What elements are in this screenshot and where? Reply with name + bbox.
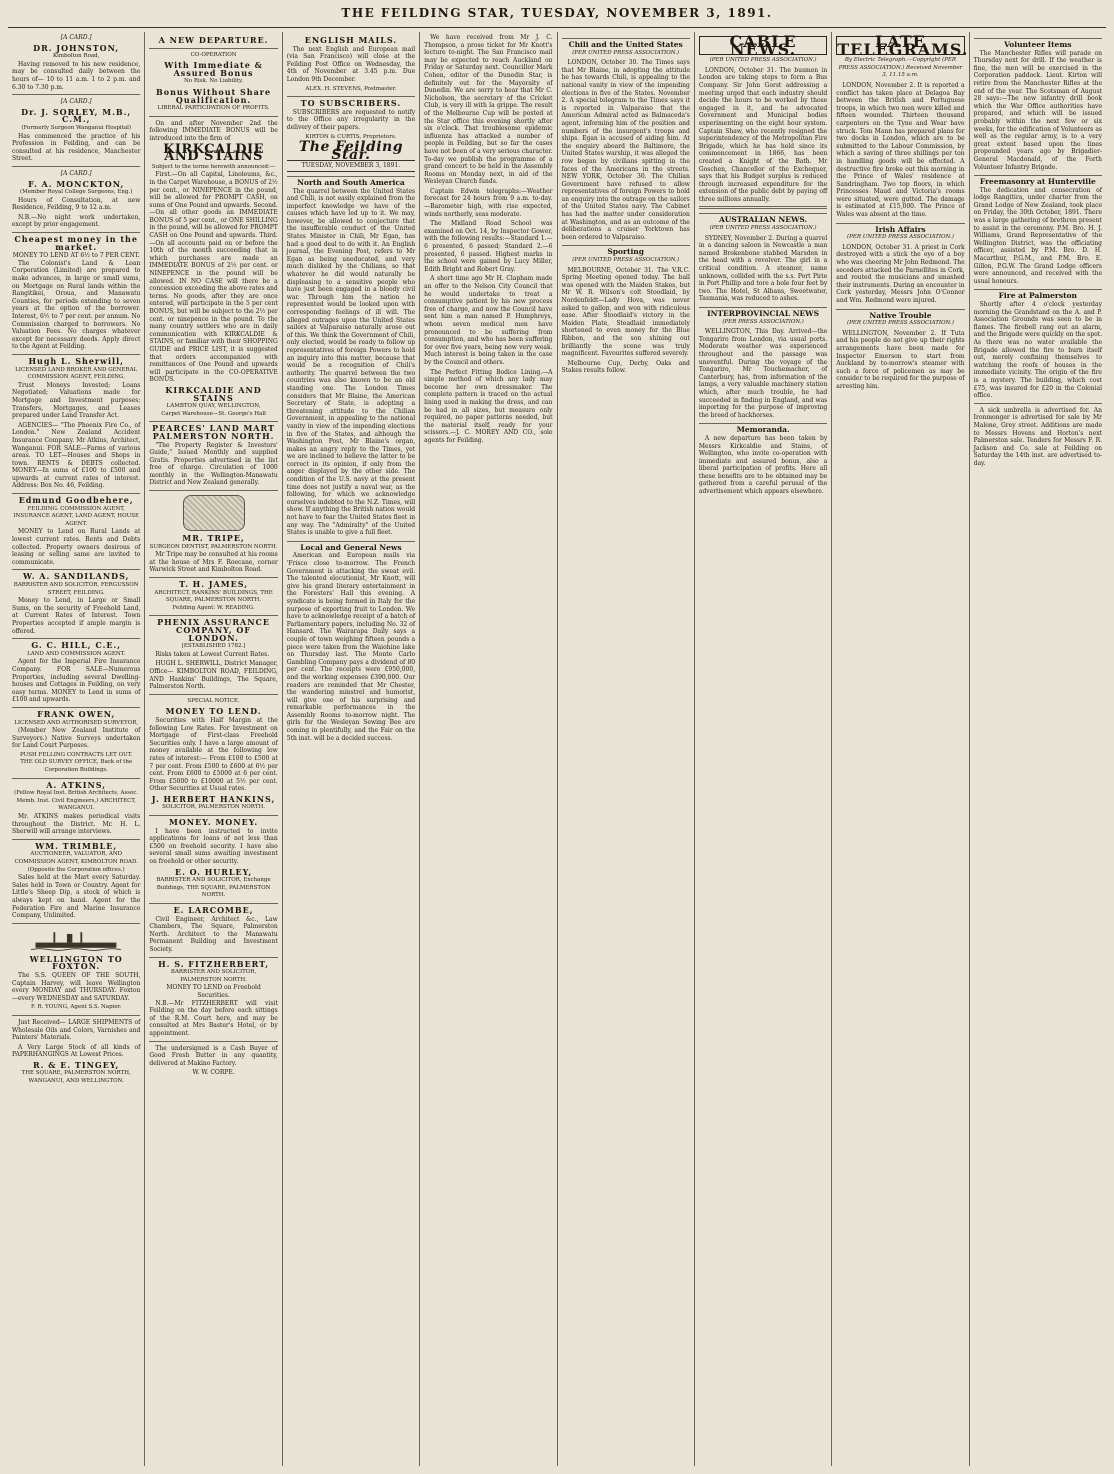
section-heading: Volunteer Items (974, 38, 1102, 49)
article-text: WELLINGTON, November 2. If Tuta and his people do not give up their rights arrangements have been made for Inspector Emerson to start from Auckland by to-morrow's steamer with such a force of policemen as may be consider to be required for the purpose of arresting him. (836, 329, 965, 390)
paper-date: TUESDAY, NOVEMBER 3, 1891. (287, 160, 415, 172)
ad-heading: Dr. J. SORLEY, M.B., C.M., (21, 106, 132, 125)
divider (287, 96, 415, 97)
ad-heading: Cheapest money in the market. (14, 234, 138, 252)
article-text: LONDON, October 31. A priest in Cork destroyed with a stick the eye of a boy who was cheering Mr John Redmond. The seceders attacked the Parnellites in Cork, and routed the musicians and smashed their instruments. During an encounter in Cork yesterday, Messrs John O'Connor and Wm. Redmond were injured. (836, 243, 965, 304)
ad-subheading: BARRISTER AND SOLICITOR, FERGUSSON STREET, FEILDING. (13, 582, 139, 596)
ad-subheading: LAMBTON QUAY, WELLINGTON, (166, 403, 261, 410)
ad-note: No Risk. (183, 78, 208, 85)
ad-subheading: SURGEON DENTIST, PALMERSTON NORTH. (149, 543, 278, 550)
ad-heading: MONEY TO LEND. (165, 706, 262, 717)
ad-subheading: LIBERAL PARTICIPATION OF PROFITS. (157, 105, 270, 112)
ad-text: HUGH L. SHERWILL, District Manager, Office— KIMBOLTON ROAD, FEILDING, AND Hankins' Buildings, The Square, Palmerston North. (149, 660, 278, 691)
masthead (0, 0, 1114, 30)
card-tag: [A CARD.] (60, 98, 92, 106)
section-subheading: (PER PRESS ASSOCIATION.) (722, 318, 804, 325)
article-text: MELBOURNE, October 31. The V.R.C. Spring Meeting opened today. The ball was opened with the Maiden Stakes, but Mr W. R. Wilson's colt Stoodlaid, by Nordenfeldt—Lady Hova, was never asked to gallop, and won with ridiculous ease. After Stoodlaid's victory in the Maiden Plate, Steadlaid immediately shortened to even money for the Blue Ribbon, and the son shining out brilliantly the scene was truly magnificent. Favourites suffered severely. (561, 266, 690, 358)
section-heading: Freemasonry at Hunterville (974, 175, 1102, 186)
ad-text: Trust Moneys Invested; Loans Negotiated; Valuations made for Mortgage and Investment purposes; Transfers, Mortgages, and Leases prepared under Land Transfer Act. (12, 381, 141, 420)
divider (149, 694, 277, 695)
section-subheading: (PER UNITED PRESS ASSOCIATION.) (572, 257, 680, 264)
section-heading: Sporting (562, 245, 690, 256)
ad-subheading: Feilding Agent: W. READING. (172, 604, 255, 611)
divider (974, 403, 1102, 404)
ad-text: Just Received— LARGE SHIPMENTS of Wholesale Oils and Colors, Varnishes and Painters' Materials. (12, 1018, 141, 1042)
ad-subheading: SOLICITOR, PALMERSTON NORTH. (162, 804, 266, 811)
article-text: The quarrel between the United States and Chili, is not easily explained from the imperfect knowledge we have of the causes which have led up to it. We may, however, be allowed to conjecture that the insufferable conduct of the United States Minister in Chili, Mr Egan, has had a good deal to do with it. An English journal, the Evening Post, refers to Mr Egan as being uneducated, and very much disliked by the Chilians, so that whatever he did would naturally be displeasing to a sensitive people who have just been engaged in a bloody civil war. Through him the nation he represented would be looked upon with corresponding feelings of ill will. The alleged outrages upon the United States sailors at Valparaiso naturally arose out of this. We think the Government of Chili, only elected, would be ready to follow up representatives of foreign Powers to hold an inquiry into this matter, because that would be a recognition of Chili's authority. The quarrel between the two countries was also known to be an old standing one. The London Times considers that Mr Blaine, the American Secretary of State, is adopting a threatening attitude to the Chilian Government, in appealing to the national vanity in view of the impending elections in five of the States, and although the Washington Post, Mr Blaine's organ, makes an angry reply to the Times, yet we are inclined to believe the latter to be correct in its opinion, if only from the anger displayed by the other side. The condition of the U.S. navy at the present time does not justify a naval war, as the following, for which we acknowledge ourselves indebted to the N.Z. Times, will show. If anything the British nation would not have to fear the United States fleet in any way. The "Admiralty" of the United States is unable to give a full fleet. (286, 187, 416, 537)
section-subheading: (PER UNITED PRESS ASSOCIATION.) (709, 57, 817, 64)
section-heading: INTERPROVINCIAL NEWS (699, 307, 827, 318)
ad-heading: TO SUBSCRIBERS. (300, 98, 402, 109)
article-text: Melbourne Cup, Derby, Oaks and Stakes results follow. (561, 359, 690, 375)
ad-text: Has commenced the practice of his Profession in Feilding, and can be consulted at his residence, Manchester Street. (12, 132, 141, 163)
ad-heading: A NEW DEPARTURE. (158, 35, 269, 45)
ad-text: Risks taken at Lowest Current Rates. (155, 650, 270, 658)
ad-text: Money to Lend, in Large or Small Sums, on the security of Freehold Land, at Current Rates of Interest. Town Properties accepted if ample margin is offered. (12, 597, 141, 635)
section-heading: Native Trouble (836, 309, 964, 320)
ad-note: No Liability. (209, 78, 244, 85)
dental-emblem-illustration (183, 495, 245, 531)
article-text: LONDON, November 2. It is reported a conflict has taken place at Delagoa Bay between the British and Portuguese troops, in which two men were killed and fifteen wounded. Thirteen thousand carpenters on the Tyne and Wear have struck. Tom Mann has prepared plans for two docks in London, which are to be submitted to the Labour Commission, by which a saving of three shillings per ton in handling goods will be effected. A destructive fire broke out this morning in the Prince of Wales' residence at Sandringham. Two top floors, in which Princesses Maud and Victoria's rooms were situated, were gutted. The damage is estimated at £15,000. The Prince of Wales was absent at the time. (836, 81, 965, 219)
divider (149, 903, 277, 904)
ad-subheading: [ESTABLISHED 1782.] (181, 643, 246, 650)
late-telegrams-heading: LATE TELEGRAMS. (837, 32, 969, 59)
article-text: The Perfect Fitting Bodice Lining.—A simple method of which any lady may become her own dressmaker. The complete pattern is traced on the actual lining used in making the dress, and can be had in all sizes, but measure only required, no paper patterns needed, but the material itself, ready for your scissors.—J. C. MOREY AND CO., sole agents for Feilding. (424, 368, 553, 444)
section-heading: Local and General News (287, 541, 415, 552)
divider (149, 957, 277, 958)
divider (12, 569, 140, 570)
notice-text: The next English and European mail (via San Francisco) will close at the Feilding Post Office on Wednesday, the 4th of November at 3.45 p.m. Due London 9th December. (286, 45, 416, 83)
header-rule (8, 27, 1106, 28)
ad-text: Having removed to his new residence, may be consulted daily between the hours of— 10 to 11 a.m. 1 to 2 p.m. and 6.30 to 7.30 p.m. (12, 60, 141, 91)
ad-text: "The Property Register & Investors' Guide," Issued Monthly and supplied Gratis. Properties advertised in the list free of charge. Circulation of 1000 monthly in the Wellington-Manawatu District and New Zealand generally. (149, 441, 278, 487)
ad-heading: MR. TRIPE, (182, 533, 245, 544)
ad-text: Sales held at the Mart every Saturday. Sales held in Town or Country. Agent for Little's Sheep Dip, a stock of which is always kept on hand. Agent for the Federation Fire and Marine Insurance Company, Unlimited. (12, 874, 141, 920)
article-text: SYDNEY, November 2. During a quarrel in a dancing saloon in Newcastle a man named Brokenbone stabbed Marsden in the head with a revolver. The girl in a critical condition. A steamer, name unknown, collided with the s.s. Port Pirie in Port Phillip and tore a hole four feet by two. The Hotel, St Albans, Sweetwater, Tasmania, was reduced to ashes. (698, 234, 828, 303)
ad-heading: E. O. HURLEY, (175, 866, 253, 877)
section-heading: North and South America (287, 176, 415, 187)
divider (149, 577, 277, 578)
ad-heading: ENGLISH MAILS. (304, 35, 398, 45)
section-heading: Memoranda. (699, 423, 827, 434)
steamship-illustration (31, 927, 121, 953)
ad-subheading: SPECIAL NOTICE. (187, 697, 240, 704)
ad-subheading: BARRISTER AND SOLICITOR, Exchange Buildings, THE SQUARE, PALMERSTON NORTH. (156, 877, 271, 899)
card-tag: [A CARD.] (60, 169, 92, 177)
ad-subheading: PUSH FELLING CONTRACTS LET OUT. (20, 751, 133, 758)
running-header: THE FEILDING STAR, TUESDAY, NOVEMBER 3, 1891. (341, 6, 773, 20)
notice-text: SUBSCRIBERS are requested to notify to the Office any irregularity in the delivery of their papers. (286, 108, 416, 131)
ad-subheading (149, 78, 277, 86)
ad-text: N.B.—No night work undertaken, except by prior engagement. (12, 213, 141, 229)
ad-subheading: LICENSED AND AUTHORISED SURVEYOR, (14, 719, 139, 726)
ad-text: A Very Large Stock of all kinds of PAPERHANGINGS At Lowest Prices. (12, 1043, 141, 1059)
article-text: The Midland Road School was examined on Oct. 14, by Inspector Gower, with the following results:—Standard 1.—6 presented, 6 passed; Standard 2.—6 presented, 6 passed. Highest marks in the school were gained by Lucy Miller, Edith Bright and Robert Gray. (424, 220, 553, 273)
ad-subheading: (Member Royal College Surgeons, Eng.) (19, 189, 133, 196)
divider (12, 354, 140, 355)
divider (12, 707, 140, 708)
section-subheading: (PER UNITED PRESS ASSOCIATION.) (572, 49, 680, 56)
ad-heading: Edmund Goodbehere, (18, 495, 134, 506)
ad-heading: With Immediate & Assured Bonus (164, 60, 263, 78)
divider (699, 206, 827, 209)
notice-sign: ALEX. H. STEVENS, Postmaster. (305, 85, 397, 92)
ad-heading: DR. JOHNSTON, (33, 42, 120, 53)
ad-heading: R. & E. TINGEY, (33, 1059, 120, 1070)
divider (149, 421, 277, 422)
ad-heading: A. ATKINS, (46, 779, 107, 790)
article-text: The Manchester Rifles will parade on Thursday next for drill. If the weather is fine, the men will be exercised in the Corporation paddock. Lieut. Kirton will retire from the Manchester Rifles at the end of the year. The Scotsman of August 28 says:—The new infantry drill book which the War Office authorities have prepared, and which will be issued probably within the next few or six weeks, for the edification of Volunteers as well as the regular army, is to a very great extent based upon the lines propounded years ago by Brigadier-General Macdonald, of the Forth Volunteer Infantry Brigade. (973, 49, 1102, 171)
ad-subheading: THE OLD SURVEY OFFICE, Back of the Corporation Buildings. (20, 759, 133, 774)
section-heading: Irish Affairs (836, 223, 964, 234)
article-text: WELLINGTON, This Day. Arrived—the Tongariro from London, via usual ports. Moderate weather was experienced throughout and the passage was uneventful. During the voyage of the Tongariro, Mr Touchemacher, of Canterbury, has, from information of the lamps, a very valuable machinery station which, after much trouble, he had succeeded in finding in England, and was importing for the purpose of improving the breed of hackhorses. (698, 328, 828, 419)
ad-heading: WM. TRIMBLE, (35, 840, 118, 851)
column-2 (145, 32, 282, 1466)
ad-heading: H. S. FITZHERBERT, (158, 958, 270, 969)
ad-subheading: (Fellow Royal Inst. British Architects, Assoc. Memb. Inst. Civil Engineers,) ARCHITECT, WANGANUI. (14, 790, 139, 812)
section-heading: Fire at Palmerston (974, 289, 1102, 300)
ad-subheading: LAND AND COMMISSION AGENT. (27, 650, 126, 657)
ad-text: Agent for the Imperial Fire Insurance Company. FOR SALE—Numerous Properties, including several Dwelling-houses and Cottages in Feilding, on very easy terms. MONEY to Lend in sums of £100 and upwards. (12, 658, 141, 704)
article-text: The dedication and consecration of lodge Rangitira, under charter from the Grand Lodge of New Zealand, took place on Friday, the 30th October, 1891. There was a large gathering of brethren present to assist in the ceremony. P.M. Bro. H. J. Williams, Grand Representative of the Wellington District, was the officiating officer, assisted by P.M. Bro. D. H. Macarthur, P.G.M., and P.M. Bro. E. Gillon, P.G.W. The Grand Lodge officers were announced, and received with the usual honours. (973, 186, 1102, 285)
notice-sign: KIRTON & CURTIS, Proprietors. (305, 133, 397, 140)
ad-heading: Hugh L. Sherwill, (28, 355, 124, 366)
ad-text: (Member New Zealand Institute of Surveyors.) Native Surveys undertaken for Land Court Purposes. (12, 727, 141, 750)
section-heading: AUSTRALIAN NEWS. (699, 213, 827, 224)
section-subheading: By Electric Telegraph.—Copyright (PER PRESS ASSOCIATION.) Received November 3, 11.15 a.m. (838, 57, 963, 79)
article-text: A new departure has been taken by Messrs Kirkcaldie and Stains, of Wellington, who invite co-operation with immediate and assured bonus, also a liberal participation of profits. Here all these benefits are to be obtained may be gathered from a careful perusal of the advertisement which appears elsewhere. (698, 434, 828, 496)
column-6 (695, 32, 832, 1466)
ad-text: On and after November 2nd the following IMMEDIATE BONUS will be introduced into the firm of (149, 119, 278, 142)
divider (12, 1015, 140, 1016)
ad-heading: E. LARCOMBE, (173, 905, 254, 915)
ad-heading: W. A. SANDILANDS, (22, 571, 130, 582)
ad-heading: PHENIX ASSURANCE COMPANY, OF LONDON. (157, 617, 271, 643)
article-text: American and European mails via 'Frisco close to-morrow. The French Government is attacking the sweat evil. The talented elocutionist, Mr Knott, will give his grand literary entertainment in the Foresters' Hall this evening. A syndicate is being formed in Italy for the purpose of exporting fruit to London. We have to acknowledge receipt of a batch of Parliamentary papers, including No. 32 of Hansard. The Wairarapa Daily says a couple of town weighing fifteen pounds a piece were taken from the Waiohine lake on Thursday last. The Monte Carlo Gambling Company pays a dividend of 80 per cent. The receipts were £950,000, and the working expenses £390,000. Our readers are reminded that Mr Chester, the wandering minstrel and humorist, will give one of his surprising and remarkable performances in the Assembly Rooms to-morrow night. The girls for the Wesleyan Sewing Bee are coming in plentifully, and the Fair on the 5th inst. will be a decided success. (286, 552, 416, 742)
divider (12, 493, 140, 494)
ad-text: The S.S. QUEEN OF THE SOUTH, Captain Harvey, will leave Wellington every MONDAY and THURSDAY. Foxton—every WEDNESDAY and SATURDAY. (12, 971, 141, 1002)
ad-text: AGENCIES— "The Phoenix Fire Co., of London." New Zealand Accident Insurance Company. Mr Atkins, Architect, Wanganui. FOR SALE—Farms of various areas. TO LET—Houses and Shops in town. RENTS & DEBTS collected. MONEY—In sums of £100 to £500 and upwards at current rates of interest. Address: Box No. 46, Feilding. (12, 421, 141, 490)
divider (149, 48, 277, 49)
ad-text: The undersigned is a Cash Buyer of Good Fresh Butter in any quantity, delivered at Makino Factory. (149, 1044, 278, 1067)
column-3 (283, 32, 420, 1466)
ad-heading: MONEY. MONEY. (168, 817, 259, 828)
section-subheading: (PER UNITED PRESS ASSOCIATION.) (709, 225, 817, 232)
article-text: Captain Edwin telegraphs:—Weather forecast for 24 hours from 9 a.m. to-day.—Barometer high, with rise expected, winds northerly, seas moderate. (424, 187, 553, 218)
ad-subheading: W. W. CORPE. (192, 1069, 235, 1077)
ad-text: I have been instructed to invite applications for loans of not less than £500 on freehold security. I have also several small sums awaiting investment on freehold or other security. (149, 827, 278, 866)
ad-heading: T. H. JAMES, (179, 579, 248, 590)
divider (12, 232, 140, 233)
ad-subheading: Kimbolton Road, (52, 53, 100, 60)
divider (12, 778, 140, 779)
divider (149, 116, 277, 117)
divider (149, 815, 277, 816)
columns (8, 32, 1106, 1466)
column-1 (8, 32, 145, 1466)
ad-subheading: Carpet Warehouse—St. George's Hall (161, 410, 266, 417)
ad-subheading: THE SQUARE, PALMERSTON NORTH, WANGANUI, AND WELLINGTON. (21, 1070, 131, 1085)
section-heading: Chili and the United States (562, 38, 690, 49)
paper-title: The Feilding Star. (298, 139, 404, 163)
ad-heading: J. HERBERT HANKINS, (151, 793, 276, 804)
firm-name: KIRKCALDIE AND STAINS (163, 141, 265, 165)
ad-heading: G. C. HILL, C.E., (31, 640, 122, 651)
divider (149, 1041, 277, 1042)
divider (12, 839, 140, 840)
divider (12, 638, 140, 639)
ad-subheading: AUCTIONEER, VALUATOR, AND COMMISSION AGENT, KIMBOLTON ROAD. (Opposite the Corporation offices.) (14, 851, 138, 873)
ad-text: N.B.—Mr FITZHERBERT will visit Feilding on the day before each sittings of the R.M. Court here, and may be consulted at Mrs Baster's Hotel, or by appointment. (149, 999, 278, 1037)
card-tag: [A CARD.] (60, 34, 92, 41)
article-text: LONDON, October 30. The Times says that Mr Blaine, in adopting the attitude he has towards Chili, is appealing to the national vanity in view of the impending elections in five of the States. November 2. A special telegram to the Times says it is reported in Valparaiso that the American Admiral acted as Balmaceda's agent, informing him of the position and numbers of the insurgent's troops and ships. Egan is accused of aiding him. At the enquiry aboard the Baltimore, the United States warship, it was alleged the row began by civilians spitting in the faces of the Americans in the streets. NEW YORK, October 30. The Chilian Government have refused to allow representatives of foreign Powers to hold an enquiry into the outrage on the sailors of the United States navy. The Cabinet has had the matter under consideration at Washington, and as an outcome of the deliberations a cruiser Yorktown has been ordered to Valparaiso. (561, 59, 690, 241)
ad-text: Securities with Half Margin at the following Low Rates. For Investment on Mortgage of First-class Freehold Securities only. I have a large amount of money available at the following low rates of interest:— From £100 to £500 at 7 per cent. From £500 to £600 at 6½ per cent. From £600 to £5000 at 6 per cent. From £5000 to £10000 at 5½ per cent. Other Securities at Usual rates. (149, 716, 278, 793)
ad-text: Mr. ATKINS makes periodical visits throughout the District. Mr. H. L. Sherwill will arrange interviews. (12, 813, 141, 836)
ad-subheading: MONEY TO LEND on Freehold Securities. (166, 984, 261, 999)
firm-name: KIRKCALDIE AND STAINS (165, 384, 262, 403)
ad-heading: PEARCES' LAND MART PALMERSTON NORTH. (152, 423, 275, 441)
ad-heading: Bonus Without Share Qualification. (155, 86, 272, 105)
ad-text: MONEY to Lend on Rural Lands at lowest current rates. Rents and Debts collected. Property owners desirous of leasing or selling same are invited to communicate. (12, 528, 141, 566)
article-text: LONDON, October 31. The busmen in London are taking steps to form a Bus Company. Sir John Gorst addressing a meeting urged that each industry should decide the hours to be worked by those engaged in it, and he advocated Government and Municipal bodies experimenting on the eight hour system. Captain Shaw, who recently resigned the superintendency of the Metropolitan Fire Brigade, which he has held since its commencement in 1866, has been created a Knight of the Bath. Mr Goschen, Chancellor of the Exchequer, says that his Budget surplus is reduced through increased expenditure for the extension of the public debt by paying off three millions annually. (698, 66, 828, 203)
ad-subheading: Subject to the terms herewith announced:— (151, 163, 276, 170)
ad-subheading: LICENSED LAND BROKER AND GENERAL COMMISSION AGENT, FEILDING. (15, 366, 138, 381)
column-4 (420, 32, 557, 1466)
section-subheading: (PER UNITED PRESS ASSOCIATION.) (846, 234, 954, 241)
column-8 (970, 32, 1106, 1466)
article-text: A short time ago Mr H. Clapham made an offer to the Nelson City Council that he would undertake to treat a consumptive patient by his new process free of charge, and now the Council have sent him a man named P. Humphreys, whom seven medical men have pronounced to be suffering from consumption, and who has been suffering for over five years, being now very weak. Much interest is being taken in the case by the Council and others. (424, 275, 553, 366)
section-subheading: (PER UNITED PRESS ASSOCIATION.) (846, 320, 954, 327)
ad-subheading: CO-OPERATION (190, 51, 237, 58)
ad-heading: FRANK OWEN, (37, 708, 116, 719)
article-text: Shortly after 4 o'clock yesterday morning the Grandstand on the A. and P. Association Grounds was seen to be in flames. The firebell rang out an alarm, and the Brigade were quickly on the spot. As there was no water available the Brigade allowed the fire to burn itself out, merely confining themselves to watching the roofs of houses in the immediate vicinity. The origin of the fire is a mystery. The building, which cost £75, was insured for £20 in the Colonial office. (973, 301, 1102, 400)
ad-heading: F. A. MONCKTON, (28, 178, 125, 189)
ad-subheading: (Formerly Surgeon Wanganui Hospital) (21, 124, 131, 131)
divider (149, 490, 277, 491)
ad-text: Civil Engineer, Architect &c., Law Chambers, The Square, Palmerston North. Architect to the Manawatu Permanent Building and Investment Society. (149, 915, 278, 953)
divider (12, 923, 140, 924)
ad-subheading: F. R. YOUNG, Agent S.S. Napier. (30, 1004, 122, 1011)
ad-subheading: FEILDING. COMMISSION AGENT, INSURANCE AGENT, LAND AGENT, HOUSE AGENT. (13, 505, 140, 527)
ad-text: Hours of Consultation, at new Residence, Feilding, 9 to 12 a.m. (12, 196, 141, 212)
ad-text: Mr Tripe may be consulted at his rooms at the house of Mrs F. Roecane, corner Warwick Street and Kimbolton Road. (149, 551, 278, 574)
divider (12, 166, 140, 167)
ad-subheading: MONEY TO LEND AT 6½ to 7 PER CENT. (12, 252, 140, 260)
divider (149, 615, 277, 616)
ad-heading: WELLINGTON TO FOXTON. (29, 953, 123, 972)
ad-text: The Colonist's Land & Loan Corporation (Limited) are prepared to make advances, in large or small sums, on Mortgage on Rural lands within the Rangitikei, Oroua, and Manawatu Counties, for periods extending to seven years at the option of the borrower. Interest, 6½ to 7 per cent. per annum. No Commission charged to borrowers. No Valuation Fees. No charges whatever except for necessary deeds. Apply direct to the Agent at Feilding. (12, 259, 141, 351)
article-text: A sick umbrella is advertised for. An Ironmonger is advertised for sale by Mr Malone, Grey street. Additions are made to Messrs Hovens and Horton's next Palmerston sale. Tenders for Messrs F. R. Jackson and Co. sale at Feilding on Saturday the 14th inst. are advertised to-day. (973, 406, 1102, 467)
column-7 (832, 32, 969, 1466)
cable-news-heading: CABLE NEWS. (699, 36, 827, 55)
ad-subheading: ARCHITECT, RANKINS' BUILDINGS, THE SQUARE, PALMERSTON NORTH. (154, 589, 273, 604)
column-5 (558, 32, 695, 1466)
paper-nameplate (287, 139, 415, 172)
ad-subheading: BARRISTER AND SOLICITOR, PALMERSTON NORTH. (170, 969, 257, 983)
ad-text: First.—On all Capital, Linoleums, &c., in the Carpet Warehouse, a BONUS of 2½ per cent., or NINEPENCE in the pound, will be allowed for PROMPT CASH, on sums of One Pound and upwards. Second.—On all other goods an IMMEDIATE BONUS of 5 per cent., or ONE SHILLING in the pound, will be allowed for PROMPT CASH on One Pound and upwards. Third.—On all accounts paid on or before the 10th of the month succeeding that in which purchases are made an IMMEDIATE BONUS of 2½ per cent. or NINEPENCE in the pound will be allowed. IN NO CASE will there be a concession exceeding the above rates and terms. No goods, after they are once entered, will participate in the 5 per cent BONUS, but will be subject to the 2½ per cent. or ninepence in the pound. To the many country settlers who are in daily communication with KIRKCALDIE & STAINS, or familiar with their SHOPPING GUIDE and PRICE LIST, it is suggested that orders accompanied with remittances of One Pound and upwards will participate in the CO-OPERATIVE BONUS. (149, 171, 278, 384)
article-text: We have received from Mr J. C. Thompson, a prose ticket for Mr Knott's lecture to-night. The San Francisco mail may be expected to reach Auckland on Friday or Saturday next. Councillor Mark Cohen, editor of the Dunedin Star, is definitely out for the Mayoralty of Dunedin. We are sorry to hear that Mr C. Nicholson, the secretary of the Cricket Club, is very ill with la grippe. The result of the Melbourne Cup will be posted at the Star office this evening shortly after six o'clock. That troublesome epidemic influenza has attacked a number of people in Feilding, but so far the cases have not been of a very serious character. To-day we publish the programme of a grand concert to be held in the Assembly Rooms on Monday next, in aid of the Wesleyan Church funds. (424, 34, 553, 186)
divider (12, 94, 140, 95)
